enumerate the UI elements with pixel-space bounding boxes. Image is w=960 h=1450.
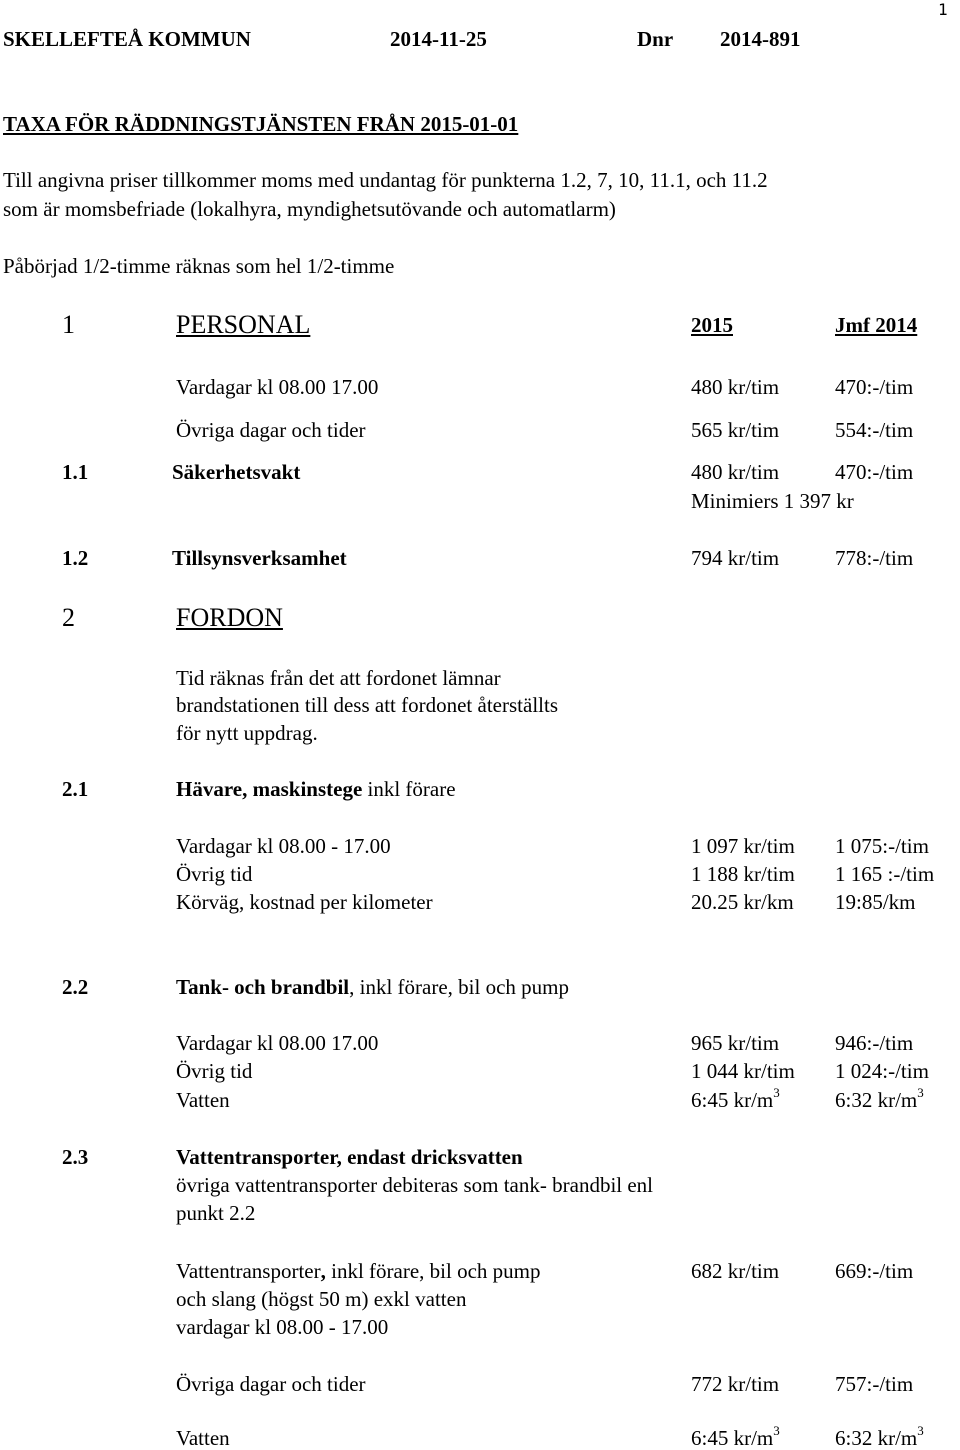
dnr-label: Dnr	[637, 27, 674, 51]
section-title: Säkerhetsvakt	[172, 460, 301, 484]
price-2015: 682 kr/tim	[691, 1259, 780, 1283]
price-2014: 6:32 $kr/m^3$	[835, 1085, 924, 1112]
intro-line-3: Påbörjad 1/2-timme räknas som hel 1/2-timme	[3, 254, 395, 278]
superscript: 3	[917, 1085, 924, 1100]
row-label: Övriga dagar och tider	[176, 418, 366, 442]
subtitle-line: övriga vattentransporter debiteras som tank- brandbil enl	[176, 1173, 654, 1197]
price-2014: 554:-/tim	[835, 418, 914, 442]
section-number: 2	[62, 603, 75, 632]
price-2015: 772 kr/tim	[691, 1372, 780, 1396]
superscript: 3	[917, 1423, 924, 1438]
minimum-note: Minimiers 1 397 kr	[691, 489, 854, 513]
intro-line-2: som är momsbefriade (lokalhyra, myndighetsutövande och automatlarm)	[3, 197, 616, 221]
price-2014: 757:-/tim	[835, 1372, 914, 1396]
section-number: 1.1	[62, 460, 89, 484]
section-title: Tillsynsverksamhet	[172, 546, 347, 570]
superscript: 3	[773, 1423, 780, 1438]
org-name: SKELLEFTEÅ KOMMUN	[3, 27, 251, 51]
section-number: 2.1	[62, 777, 89, 801]
row-label: Vardagar kl 08.00 17.00	[176, 375, 379, 399]
price-2015: 480 kr/tim	[691, 375, 780, 399]
column-header-2015: 2015	[691, 313, 733, 337]
row-label: Vatten	[176, 1088, 230, 1112]
row-label: Övriga dagar och tider	[176, 1372, 366, 1396]
section-title: Vattentransporter, endast dricksvatten	[176, 1145, 523, 1169]
row-label: Övrig tid	[176, 1059, 253, 1083]
row-label: Vatten	[176, 1426, 230, 1450]
row-label: Vardagar kl 08.00 - 17.00	[176, 834, 391, 858]
intro-line-1: Till angivna priser tillkommer moms med undantag för punkterna 1.2, 7, 10, 11.1, och 11.2	[3, 168, 768, 192]
superscript: 3	[773, 1085, 780, 1100]
price-2015: 1 097 kr/tim	[691, 834, 795, 858]
section-title	[176, 977, 569, 998]
price-2015: 480 kr/tim	[691, 460, 780, 484]
dnr-number: 2014-891	[720, 27, 801, 51]
price-2014: 778:-/tim	[835, 546, 914, 570]
subtitle-line: punkt 2.2	[176, 1201, 256, 1225]
section-title: FORDON	[176, 603, 283, 632]
row-label: Körväg, kostnad per kilometer	[176, 890, 433, 914]
price-2014: 946:-/tim	[835, 1031, 914, 1055]
price-2015: 794 kr/tim	[691, 546, 780, 570]
section-title	[176, 779, 456, 800]
section-number: 2.2	[62, 975, 89, 999]
row-label: Vattentransporter, inkl förare, bil och pump	[176, 1259, 541, 1283]
title-bold: Tank- och brandbil	[176, 975, 350, 999]
page-number: 1	[938, 0, 948, 19]
price-2014: 19:85/km	[835, 890, 916, 914]
document-title: TAXA FÖR RÄDDNINGSTJÄNSTEN FRÅN 2015-01-01	[3, 112, 519, 136]
section-number: 1.2	[62, 546, 89, 570]
title-rest: inkl förare	[362, 777, 456, 801]
price-2014: 1 165 :-/tim	[835, 862, 935, 886]
price-2014: 1 075:-/tim	[835, 834, 929, 858]
price-2015: 6:45 $kr/m^3$	[691, 1423, 780, 1450]
price-2015: 965 kr/tim	[691, 1031, 780, 1055]
row-label: Vardagar kl 08.00 17.00	[176, 1031, 379, 1055]
description-line: för nytt uppdrag.	[176, 721, 318, 745]
row-label: och slang (högst 50 m) exkl vatten	[176, 1287, 467, 1311]
title-bold: Hävare, maskinstege	[176, 777, 363, 801]
description-line: Tid räknas från det att fordonet lämnar	[176, 666, 501, 690]
section-title: PERSONAL	[176, 310, 311, 339]
price-2014: 669:-/tim	[835, 1259, 914, 1283]
section-number: 2.3	[62, 1145, 89, 1169]
price-2015: 565 kr/tim	[691, 418, 780, 442]
price-2014: 470:-/tim	[835, 460, 914, 484]
price-2015: 1 188 kr/tim	[691, 862, 795, 886]
price-2015: 1 044 kr/tim	[691, 1059, 795, 1083]
row-label: Övrig tid	[176, 862, 253, 886]
row-label: vardagar kl 08.00 - 17.00	[176, 1315, 389, 1339]
price-2015: 20.25 kr/km	[691, 890, 794, 914]
title-rest: , inkl förare, bil och pump	[349, 975, 570, 999]
header-date: 2014-11-25	[390, 27, 487, 51]
price-2015: 6:45 $kr/m^3$	[691, 1085, 780, 1112]
column-header-2014: Jmf 2014	[835, 313, 918, 337]
price-2014: 6:32 $kr/m^3$	[835, 1423, 924, 1450]
description-line: brandstationen till dess att fordonet återställts	[176, 693, 558, 717]
price-2014: 1 024:-/tim	[835, 1059, 929, 1083]
price-2014: 470:-/tim	[835, 375, 914, 399]
section-number: 1	[62, 310, 75, 339]
